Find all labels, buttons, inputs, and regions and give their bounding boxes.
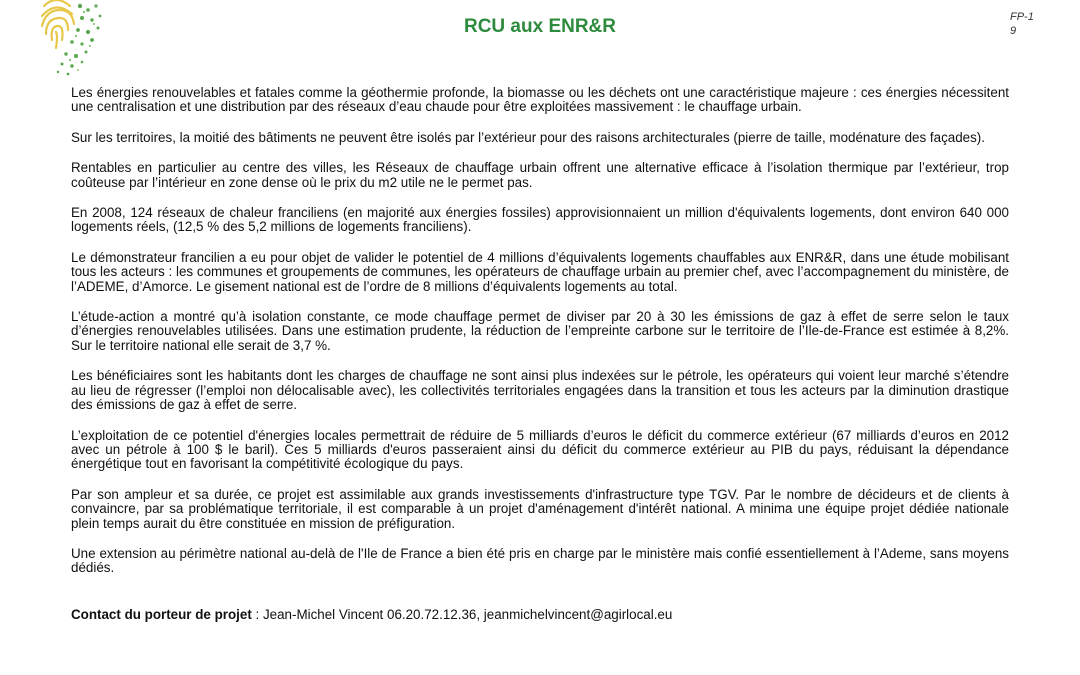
paragraph: En 2008, 124 réseaux de chaleur franciliens (en majorité aux énergies fossiles) approvisionnaient un million d'équivalents logements, dont environ 640 000 logements réels, (12,5 % des 5,2 millions de logements franciliens).	[71, 205, 1009, 235]
page-reference	[1010, 10, 1038, 38]
contact-details: : Jean-Michel Vincent 06.20.72.12.36, jeanmichelvincent@agirlocal.eu	[251, 607, 673, 622]
paragraph: L’exploitation de ce potentiel d'énergies locales permettrait de réduire de 5 milliards d’euros le déficit du commerce extérieur (67 milliards d’euros en 2012 avec un pétrole à 100 $ le baril). Ces 5 milliards d'euros passeraient ainsi du déficit du commerce extérieur au PIB du pays, réduisant la dépendance énergétique tout en favorisant la compétitivité écologique du pays.	[71, 427, 1009, 472]
paragraph: Par son ampleur et sa durée, ce projet est assimilable aux grands investissements d'infrastructure type TGV. Par le nombre de décideurs et de clients à convaincre, par sa problématique territoriale, il est comparable à un projet d'aménagement d'intérêt national. A minima une équipe projet dédiée nationale plein temps aurait du être constituée en mission de préfiguration.	[71, 486, 1009, 531]
paragraph: Rentables en particulier au centre des villes, les Réseaux de chauffage urbain offrent une alternative efficace à l’isolation thermique par l’extérieur, trop coûteuse par l’intérieur en zone dense où le prix du m2 utile ne le permet pas.	[71, 160, 1009, 190]
paragraph: L’étude-action a montré qu’à isolation constante, ce mode chauffage permet de diviser par 20 à 30 les émissions de gaz à effet de serre selon le taux d’énergies renouvelables utilisées. Dans une estimation prudente, la réduction de l’empreinte carbone sur le territoire de l’Ile-de-France est estimée à 8,2%. Sur le territoire national elle serait de 3,7 %.	[71, 309, 1009, 353]
reference-number: 9	[1010, 25, 1017, 37]
reference-code: FP-1	[1010, 11, 1034, 23]
paragraph: Les énergies renouvelables et fatales comme la géothermie profonde, la biomasse ou les déchets ont une caractéristique majeure : ces énergies nécessitent une centralisation et une distribution par des réseaux d’eau chaude pour être exploitées massivement : le chauffage urbain.	[71, 85, 1009, 115]
document-body	[71, 86, 1009, 592]
paragraph: Une extension au périmètre national au-delà de l'Ile de France a bien été pris en charge par le ministère mais confié essentiellement à l’Ademe, sans moyens dédiés.	[71, 545, 1009, 576]
paragraph: Le démonstrateur francilien a eu pour objet de valider le potentiel de 4 millions d’équivalents logements chauffables aux ENR&R, dans une étude mobilisant tous les acteurs : les communes et groupements de communes, les opérateurs de chauffage urbain au premier chef, avec l’accompagnement du ministère, de l’ADEME, d’Amorce. Le gisement national est de l’ordre de 8 millions d’équivalents logements au total.	[71, 249, 1009, 294]
contact-label: Contact du porteur de projet	[71, 607, 252, 622]
paragraph: Les bénéficiaires sont les habitants dont les charges de chauffage ne sont ainsi plus indexées sur le pétrole, les opérateurs qui voient leur marché s’étendre au lieu de régresser (l’emploi non délocalisable avec), les collectivités territoriales engagées dans la transition et tous les acteurs par la diminution drastique des émissions de gaz à effet de serre.	[71, 368, 1009, 413]
contact-line	[71, 607, 1009, 622]
fingerprint-leaf-logo	[36, 0, 106, 78]
paragraph: Sur les territoires, la moitié des bâtiments ne peuvent être isolés par l’extérieur pour des raisons architecturales (pierre de taille, modénature des façades).	[71, 129, 985, 145]
page-title: RCU aux ENR&R	[463, 16, 617, 37]
